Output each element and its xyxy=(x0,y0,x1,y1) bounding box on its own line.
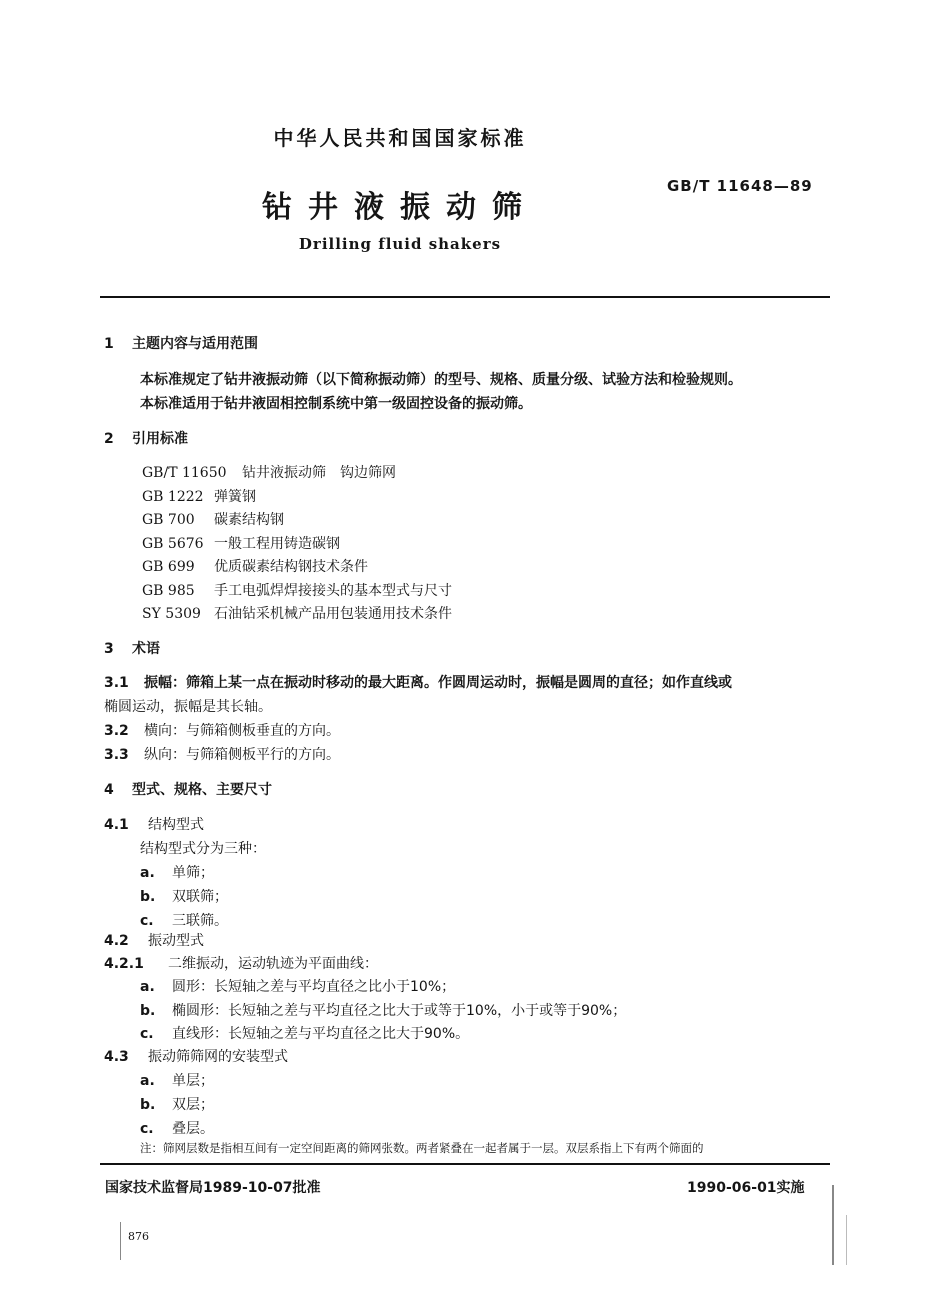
list-item-text: 双层； xyxy=(172,1097,214,1113)
section-1-paragraph-2: 本标准适用于钻井液固相控制系统中第一级固控设备的振动筛。 xyxy=(140,396,532,412)
term-3-3-number: 3.3 xyxy=(104,747,129,763)
screen-install-list xyxy=(140,1069,214,1141)
reference-name: 一般工程用铸造碳钢 xyxy=(214,535,340,552)
subsection-4-1-heading xyxy=(104,814,204,834)
section-2-number: 2 xyxy=(104,431,114,447)
subsection-4-2-title: 振动型式 xyxy=(148,933,204,949)
reference-code: GB/T 11650 xyxy=(142,465,227,481)
subsection-4-1-title: 结构型式 xyxy=(148,817,204,833)
list-item-text: 叠层。 xyxy=(172,1121,214,1137)
reference-item xyxy=(142,509,452,533)
term-3-2 xyxy=(104,720,340,740)
document-subtitle-english: Drilling fluid shakers xyxy=(298,235,502,253)
structure-type-list xyxy=(140,861,228,933)
section-4-title: 型式、规格、主要尺寸 xyxy=(132,782,272,798)
section-1-paragraph-1: 本标准规定了钻井液振动筛（以下简称振动筛）的型号、规格、质量分级、试验方法和检验规则。 xyxy=(140,372,742,388)
standard-code: GB/T 11648—89 xyxy=(667,177,813,195)
reference-code: SY 5309 xyxy=(142,606,201,622)
approval-statement: 国家技术监督局1989-10-07批准 xyxy=(105,1180,321,1196)
subsection-4-2-heading xyxy=(104,930,204,950)
subsection-4-3-title: 振动筛筛网的安装型式 xyxy=(148,1049,288,1065)
list-item-text: 单层； xyxy=(172,1073,214,1089)
list-item xyxy=(140,1000,626,1024)
list-item-label: c. xyxy=(140,913,154,929)
term-3-3-text: 纵向：与筛箱侧板平行的方向。 xyxy=(144,747,340,763)
term-3-1-line-1: 振幅：筛箱上某一点在振动时移动的最大距离。作圆周运动时，振幅是圆周的直径；如作直线或 xyxy=(144,675,732,691)
reference-item xyxy=(142,556,452,580)
reference-name: 碳素结构钢 xyxy=(214,512,284,528)
list-item-text: 三联筛。 xyxy=(172,913,228,929)
document-title: 钻井液振动筛 xyxy=(262,190,538,225)
list-item-label: a. xyxy=(140,979,155,995)
reference-code: GB 699 xyxy=(142,559,195,575)
term-3-2-text: 横向：与筛箱侧板垂直的方向。 xyxy=(144,723,340,739)
section-3-title: 术语 xyxy=(132,641,160,657)
list-item-label: c. xyxy=(140,1026,154,1042)
subsection-4-1-number: 4.1 xyxy=(104,817,129,833)
reference-item xyxy=(142,603,452,627)
list-item xyxy=(140,1093,214,1117)
section-1-heading xyxy=(104,333,258,353)
list-item xyxy=(140,1023,626,1047)
list-item-text: 直线形：长短轴之差与平均直径之比大于90%。 xyxy=(172,1026,470,1042)
section-3-heading xyxy=(104,638,160,658)
section-4-number: 4 xyxy=(104,782,114,798)
list-item xyxy=(140,976,626,1000)
reference-name: 石油钻采机械产品用包装通用技术条件 xyxy=(214,606,452,622)
list-item xyxy=(140,885,228,909)
list-item xyxy=(140,1117,214,1141)
term-3-2-number: 3.2 xyxy=(104,723,129,739)
section-4-heading xyxy=(104,779,272,799)
list-item-label: b. xyxy=(140,889,156,905)
term-3-1-line-2: 椭圆运动，振幅是其长轴。 xyxy=(104,699,272,715)
reference-name: 弹簧钢 xyxy=(214,488,256,505)
section-2-title: 引用标准 xyxy=(132,431,188,447)
reference-name: 钻井液振动筛 钩边筛网 xyxy=(242,465,396,481)
subsection-4-1-intro: 结构型式分为三种： xyxy=(140,841,266,857)
subsection-4-2-1 xyxy=(104,953,378,973)
subsection-4-3-number: 4.3 xyxy=(104,1049,129,1065)
list-item-label: a. xyxy=(140,1073,155,1089)
subsection-4-2-1-text: 二维振动，运动轨迹为平面曲线： xyxy=(168,956,378,972)
standard-type-header: 中华人民共和国国家标准 xyxy=(273,126,527,150)
footer-divider xyxy=(100,1163,830,1165)
page-number: 876 xyxy=(128,1230,149,1243)
footnote: 注：筛网层数是指相互间有一定空间距离的筛网张数。两者紧叠在一起者属于一层。双层系指上下有两个筛面的 xyxy=(140,1141,704,1155)
list-item-text: 双联筛； xyxy=(172,889,228,905)
term-3-3 xyxy=(104,744,340,764)
section-3-number: 3 xyxy=(104,641,114,657)
section-2-heading xyxy=(104,428,188,448)
reference-code: GB 985 xyxy=(142,582,195,599)
reference-code: GB 700 xyxy=(142,512,195,528)
reference-code: GB 5676 xyxy=(142,535,204,552)
list-item-label: c. xyxy=(140,1121,154,1137)
subsection-4-3-heading xyxy=(104,1046,288,1066)
reference-list xyxy=(142,462,452,627)
list-item-label: a. xyxy=(140,865,155,881)
vibration-shape-list xyxy=(140,976,626,1047)
list-item-text: 单筛； xyxy=(172,865,214,881)
list-item-text: 圆形：长短轴之差与平均直径之比小于10%； xyxy=(172,979,456,995)
reference-name: 手工电弧焊焊接接头的基本型式与尺寸 xyxy=(214,582,452,599)
reference-name: 优质碳素结构钢技术条件 xyxy=(214,559,368,575)
subsection-4-2-1-number: 4.2.1 xyxy=(104,956,144,972)
header-divider xyxy=(100,296,830,298)
scan-edge-mark xyxy=(832,1185,834,1265)
reference-item xyxy=(142,580,452,604)
term-3-1-number: 3.1 xyxy=(104,675,129,691)
reference-item xyxy=(142,533,452,557)
list-item-text: 椭圆形：长短轴之差与平均直径之比大于或等于10%，小于或等于90%； xyxy=(172,1002,627,1019)
section-1-title: 主题内容与适用范围 xyxy=(132,336,258,352)
list-item-label: b. xyxy=(140,1097,156,1113)
reference-code: GB 1222 xyxy=(142,488,204,505)
list-item xyxy=(140,1069,214,1093)
scan-edge-mark xyxy=(120,1222,121,1260)
reference-item xyxy=(142,486,452,510)
scan-edge-mark xyxy=(846,1215,847,1265)
section-1-number: 1 xyxy=(104,336,114,352)
term-3-1 xyxy=(104,672,732,692)
list-item xyxy=(140,861,228,885)
list-item-label: b. xyxy=(140,1002,156,1019)
subsection-4-2-number: 4.2 xyxy=(104,933,129,949)
reference-item xyxy=(142,462,452,486)
effective-date: 1990-06-01实施 xyxy=(687,1180,805,1196)
